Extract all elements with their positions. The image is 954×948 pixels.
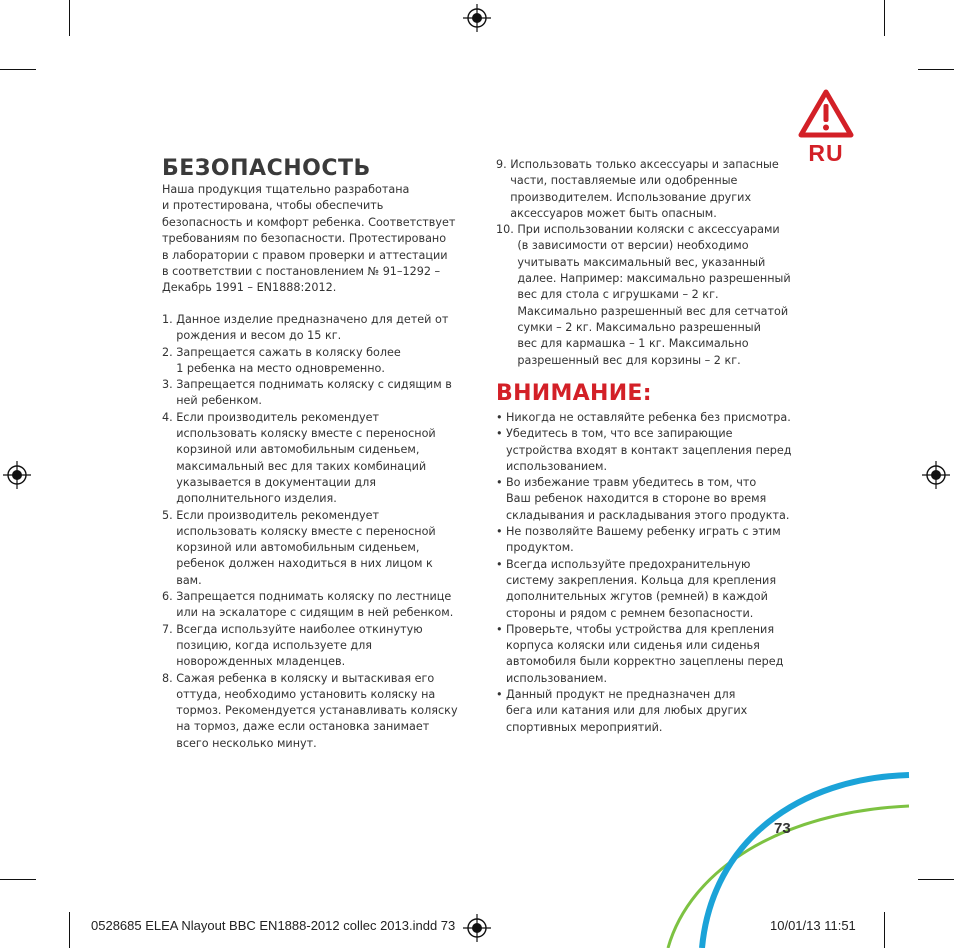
footer-date: 10/01/13 11:51 (770, 918, 856, 933)
list-item-line: Если производитель рекомендует (176, 508, 380, 522)
list-item-line: корзиной или автомобильным сиденьем, (176, 541, 420, 555)
list-item-line: вес для стола с игрушками – 2 кг. (517, 288, 719, 302)
warning-bullet-line: Не позволяйте Вашему ребенку играть с этим (506, 525, 781, 539)
list-item-line: далее. Например: максимально разрешенный (517, 272, 791, 286)
bullet-dot-icon: • (496, 427, 503, 441)
list-item-line: использовать коляску вместе с переносной (176, 427, 436, 441)
list-item-line: аксессуаров может быть опасным. (510, 206, 717, 220)
list-item-line: Всегда используйте наиболее откинутую (176, 622, 423, 636)
bullet-dot-icon: • (496, 622, 503, 636)
intro-line: и протестирована, чтобы обеспечить (162, 199, 384, 213)
list-item-line: Данное изделие предназначено для детей от (176, 313, 449, 326)
list-item-line: Запрещается поднимать коляску по лестнице (176, 590, 452, 604)
intro-line: в лаборатории с правом проверки и аттестации (162, 248, 448, 262)
bullet-dot-icon: • (496, 525, 503, 539)
list-item-line: тормоз. Рекомендуется устанавливать коляску (176, 704, 458, 718)
warning-bullet-line: спортивных мероприятий. (506, 720, 663, 734)
list-item-line: ребенок должен находиться в них лицом к (176, 557, 433, 571)
list-item-line: оттуда, необходимо установить коляску на (176, 687, 436, 701)
warning-bullet-line: использованием. (506, 671, 608, 685)
bullet-dot-icon: • (496, 688, 503, 702)
bullet-dot-icon: • (496, 411, 503, 424)
list-item-number: 10. (496, 223, 518, 237)
list-item-number: 7. (162, 622, 177, 636)
footer-file-name: 0528685 ELEA Nlayout BBC EN1888-2012 collec 2013.indd 73 (91, 918, 456, 933)
list-item-number: 3. (162, 378, 177, 392)
list-item-line: использовать коляску вместе с переносной (176, 524, 436, 538)
safety-title: БЕЗОПАСНОСТЬ (162, 156, 371, 181)
warning-bullet-line: Никогда не оставляйте ребенка без присмотра. (506, 411, 791, 424)
list-item-line: При использовании коляски с аксессуарами (517, 223, 780, 237)
warning-bullet-line: продуктом. (506, 541, 574, 555)
warning-bullet-line: Ваш ребенок находится в стороне во время (506, 492, 767, 506)
list-item-line: 1 ребенка на место одновременно. (176, 361, 385, 375)
list-item-line: Запрещается поднимать коляску с сидящим в (176, 378, 452, 392)
list-item-line: (в зависимости от версии) необходимо (517, 239, 749, 253)
list-item-line: Запрещается сажать в коляску более (176, 345, 401, 359)
bullet-dot-icon: • (496, 476, 503, 490)
bullet-dot-icon: • (496, 557, 503, 571)
intro-line: в соответствии с постановлением № 91–1292 – (162, 265, 441, 279)
list-item-line: всего несколько минут. (176, 736, 317, 750)
list-item-line: позицию, когда используете для (176, 638, 373, 652)
list-item-line: дополнительного изделия. (176, 492, 337, 506)
list-item-number: 8. (162, 671, 177, 685)
warning-bullet-line: корпуса коляски или сиденья или сиденья (506, 639, 760, 653)
list-item-line: вес для кармашка – 1 кг. Максимально (517, 337, 749, 351)
warning-bullet-line: складывания и раскладывания этого продукта. (506, 508, 790, 522)
list-item-line: Максимально разрешенный вес для сетчатой (517, 304, 789, 318)
list-item-line: вам. (176, 573, 202, 587)
list-item-line: новорожденных младенцев. (176, 655, 346, 669)
intro-line: требованиям по безопасности. Протестировано (162, 232, 447, 246)
warning-bullet-line: автомобиля были корректно зацеплены перед (506, 655, 784, 669)
list-item-line: указывается в документации для (176, 475, 376, 489)
intro-line: Декабрь 1991 – EN1888:2012. (162, 281, 337, 295)
warning-bullet-line: систему закрепления. Кольца для крепления (506, 573, 777, 587)
list-item-line: производителем. Использование других (510, 190, 752, 204)
list-item-line: или на эскалаторе с сидящим в ней ребенком. (176, 606, 454, 620)
warning-bullet-line: Во избежание травм убедитесь в том, что (506, 476, 757, 490)
warning-bullet-line: бега или катания или для любых других (506, 704, 748, 718)
list-item-number: 2. (162, 345, 177, 359)
language-badge: RU (808, 140, 844, 166)
list-item-line: рождения и весом до 15 кг. (176, 329, 342, 343)
list-item-line: на тормоз, даже если остановка занимает (176, 720, 430, 734)
page-number: 73 (774, 820, 791, 837)
list-item-line: максимальный вес для таких комбинаций (176, 459, 427, 473)
list-item-number: 5. (162, 508, 177, 522)
warning-bullet-line: устройства входят в контакт зацепления перед (506, 443, 792, 457)
list-item-line: Если производитель рекомендует (176, 410, 380, 424)
list-item-line: сумки – 2 кг. Максимально разрешенный (517, 320, 761, 334)
warning-bullet-line: дополнительных жгутов (ремней) в каждой (506, 590, 768, 604)
list-item-number: 6. (162, 590, 177, 604)
list-item-line: Использовать только аксессуары и запасные (510, 158, 779, 171)
list-item-line: части, поставляемые или одобренные (510, 174, 738, 188)
warning-bullet-line: Проверьте, чтобы устройства для крепления (506, 622, 775, 636)
list-item-line: учитывать максимальный вес, указанный (517, 255, 766, 269)
warning-bullet-line: Данный продукт не предназначен для (506, 688, 736, 702)
list-item-line: разрешенный вес для корзины – 2 кг. (517, 353, 741, 367)
list-item-number: 4. (162, 410, 177, 424)
warning-bullet-line: Всегда используйте предохранительную (506, 557, 751, 571)
warning-bullet-line: Убедитесь в том, что все запирающие (506, 427, 733, 441)
warning-title: ВНИМАНИЕ: (496, 381, 652, 406)
list-item-line: ней ребенком. (176, 394, 262, 408)
list-item-number: 9. (496, 158, 511, 171)
warning-bullet-line: использованием. (506, 459, 608, 473)
warning-bullet-line: стороны и рядом с ремнем безопасности. (506, 606, 754, 620)
intro-line: безопасность и комфорт ребенка. Соответствует (162, 215, 456, 229)
list-item-number: 1. (162, 313, 177, 326)
intro-line: Наша продукция тщательно разработана (162, 183, 410, 196)
list-item-line: Сажая ребенка в коляску и вытаскивая его (176, 671, 435, 685)
list-item-line: корзиной или автомобильным сиденьем, (176, 443, 420, 457)
